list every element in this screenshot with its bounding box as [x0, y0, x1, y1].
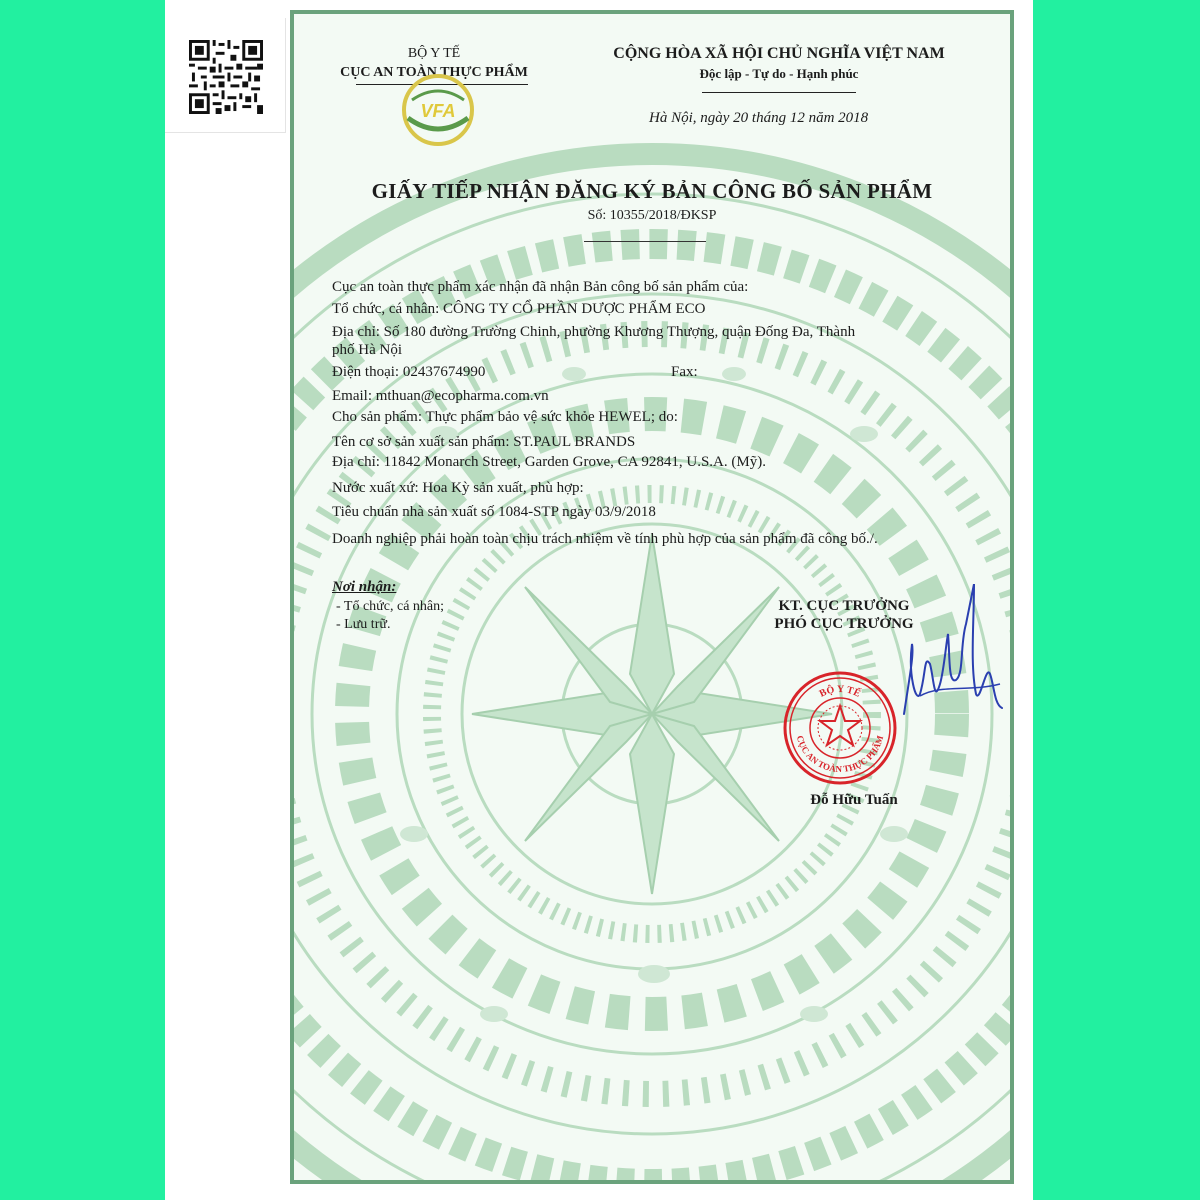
- address-line2: phố Hà Nội: [332, 342, 402, 358]
- product-text: Cho sản phẩm: Thực phẩm bảo vệ sức khỏe HEWEL; do:: [332, 409, 678, 425]
- certificate-content: [294, 14, 1010, 1180]
- title-underline: [584, 241, 706, 242]
- document-number: Số: 10355/2018/ĐKSP: [587, 208, 717, 223]
- motto-underline: [702, 92, 856, 93]
- handwritten-signature: [890, 584, 1010, 744]
- manufacturer-text: Tên cơ sở sản xuất sản phẩm: ST.PAUL BRANDS: [332, 434, 636, 450]
- issue-date: Hà Nội, ngày 20 tháng 12 năm 2018: [649, 110, 869, 126]
- certificate: [290, 10, 1014, 1184]
- signature-subtitle: PHÓ CỤC TRƯỞNG: [774, 616, 914, 632]
- signer-name: Đỗ Hữu Tuấn: [810, 792, 898, 808]
- recipients-title: Nơi nhận:: [332, 579, 397, 595]
- document-title: GIẤY TIẾP NHẬN ĐĂNG KÝ BẢN CÔNG BỐ SẢN PHẨM: [371, 179, 933, 203]
- organization-text: Tổ chức, cá nhân: CÔNG TY CỔ PHẦN DƯỢC PHẨM ECO: [332, 301, 706, 317]
- address-line1: Địa chỉ: Số 180 đường Trường Chinh, phường Khương Thượng, quận Đống Đa, Thành: [332, 324, 856, 340]
- qr-code-icon[interactable]: [189, 40, 263, 114]
- origin-text: Nước xuất xứ: Hoa Kỳ sản xuất, phù hợp:: [332, 480, 584, 496]
- manufacturer-address: Địa chỉ: 11842 Monarch Street, Garden Grove, CA 92841, U.S.A. (Mỹ).: [332, 454, 766, 470]
- intro-text: Cục an toàn thực phẩm xác nhận đã nhận Bản công bố sản phẩm của:: [332, 279, 749, 295]
- vfa-logo: [398, 70, 478, 150]
- seal-top-text: BỘ Y TẾ: [817, 683, 863, 700]
- state-header: [579, 44, 979, 84]
- signature-title: KT. CỤC TRƯỞNG: [778, 598, 910, 614]
- department-name: CỤC AN TOÀN THỰC PHẨM: [340, 65, 528, 80]
- email-text: Email: mthuan@ecopharma.com.vn: [332, 388, 549, 404]
- logo-text: VFA: [420, 101, 456, 121]
- recipient-item: - Tổ chức, cá nhân;: [336, 599, 445, 614]
- fax-text: Fax:: [671, 364, 698, 380]
- responsibility-text: Doanh nghiệp phải hoàn toàn chịu trách nhiệm về tính phù hợp của sản phẩm đã công bố./.: [332, 531, 878, 547]
- country-name: CỘNG HÒA XÃ HỘI CHỦ NGHĨA VIỆT NAM: [613, 45, 945, 62]
- qr-panel: [165, 18, 286, 133]
- recipient-item: - Lưu trữ.: [336, 617, 391, 632]
- official-seal: [782, 670, 898, 786]
- seal-ring-text: CỤC AN TOÀN THỰC PHẨM: [794, 734, 886, 775]
- standard-text: Tiêu chuẩn nhà sản xuất số 1084-STP ngày 03/9/2018: [332, 504, 656, 520]
- ministry-name: BỘ Y TẾ: [407, 46, 461, 61]
- phone-text: Điện thoại: 02437674990: [332, 364, 486, 380]
- motto: Độc lập - Tự do - Hạnh phúc: [699, 66, 859, 81]
